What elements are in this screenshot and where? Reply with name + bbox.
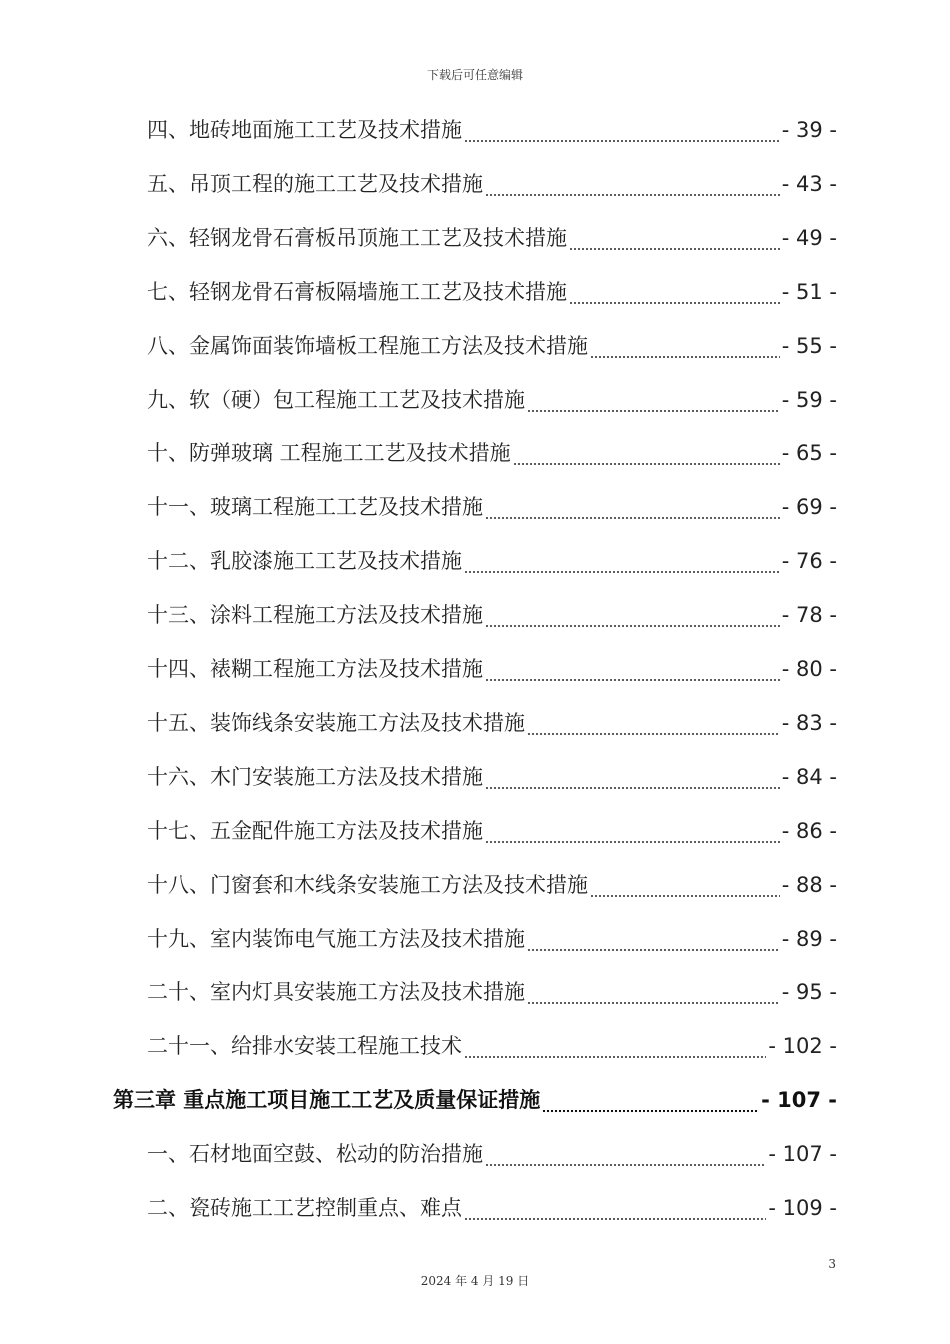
toc-dot-leader [542, 1080, 759, 1120]
toc-dot-leader [485, 595, 780, 635]
toc-entry-title: 十五、装饰线条安装施工方法及技术措施 [147, 710, 525, 735]
toc-dot-leader [569, 272, 780, 312]
toc-entry-page: - 39 - [781, 118, 837, 142]
toc-entry-title: 十、防弹玻璃 工程施工工艺及技术措施 [147, 441, 511, 466]
toc-entry-title: 二十、室内灯具安装施工方法及技术措施 [147, 980, 525, 1005]
toc-entry-title: 第三章 重点施工项目施工工艺及质量保证措施 [113, 1088, 541, 1113]
toc-dot-leader [485, 649, 780, 689]
toc-entry[interactable] [147, 433, 837, 473]
toc-dot-leader [485, 487, 780, 527]
toc-entry[interactable] [147, 919, 837, 959]
toc-entry[interactable] [147, 757, 837, 797]
toc-entry-title: 四、地砖地面施工工艺及技术措施 [147, 118, 462, 142]
toc-entry-page: - 89 - [781, 926, 837, 951]
toc-entry-title: 十一、玻璃工程施工工艺及技术措施 [147, 495, 483, 520]
toc-dot-leader [464, 1188, 766, 1228]
toc-entry-title: 十七、五金配件施工方法及技术措施 [147, 818, 483, 843]
toc-entry[interactable] [147, 164, 837, 204]
toc-entry-title: 十三、涂料工程施工方法及技术措施 [147, 603, 483, 628]
toc-entry[interactable] [147, 811, 837, 851]
toc-entry-title: 二、瓷砖施工工艺控制重点、难点 [147, 1196, 462, 1220]
toc-entry-page: - 43 - [781, 171, 837, 196]
page-header: 下载后可任意编辑 [426, 68, 523, 82]
toc-dot-leader [485, 1134, 766, 1174]
toc-entry-page: - 95 - [781, 980, 837, 1005]
page-number: 3 [828, 1257, 836, 1271]
toc-dot-leader [464, 110, 780, 150]
toc-entry[interactable] [147, 380, 837, 420]
toc-entry-page: - 88 - [781, 872, 837, 897]
toc-entry[interactable] [147, 487, 837, 527]
toc-entry[interactable] [147, 972, 837, 1012]
toc-entry-title: 十八、门窗套和木线条安装施工方法及技术措施 [147, 872, 588, 897]
toc-entry[interactable] [147, 326, 837, 366]
toc-dot-leader [527, 919, 780, 959]
toc-dot-leader [527, 380, 780, 420]
toc-entry[interactable] [147, 218, 837, 258]
toc-entry[interactable] [147, 1134, 837, 1174]
toc-entry-title: 十六、木门安装施工方法及技术措施 [147, 764, 483, 789]
toc-entry[interactable] [147, 1026, 837, 1066]
toc-entry[interactable] [147, 110, 837, 150]
toc-entry[interactable] [147, 541, 837, 581]
toc-dot-leader [527, 972, 780, 1012]
toc-entry-page: - 102 - [768, 1034, 837, 1059]
toc-entry-title: 十二、乳胶漆施工工艺及技术措施 [147, 549, 462, 574]
toc-entry-title: 八、金属饰面装饰墙板工程施工方法及技术措施 [147, 333, 588, 358]
toc-entry-page: - 109 - [768, 1196, 837, 1220]
toc-entry-title: 七、轻钢龙骨石膏板隔墙施工工艺及技术措施 [147, 279, 567, 304]
toc-dot-leader [485, 811, 780, 851]
toc-entry-page: - 80 - [781, 657, 837, 681]
page-footer-date: 2024 年 4 月 19 日 [420, 1274, 530, 1288]
toc-entry-page: - 78 - [781, 603, 837, 628]
toc-entry-page: - 86 - [781, 818, 837, 843]
toc-dot-leader [590, 326, 780, 366]
toc-entry-title: 十九、室内装饰电气施工方法及技术措施 [147, 926, 525, 951]
toc-chapter-entry[interactable] [113, 1080, 837, 1120]
toc-entry-page: - 107 - [768, 1142, 837, 1167]
toc-entry[interactable] [147, 649, 837, 689]
toc-entry-page: - 55 - [781, 333, 837, 358]
toc-entry[interactable] [147, 865, 837, 905]
toc-entry[interactable] [147, 1188, 837, 1228]
toc-entry-title: 一、石材地面空鼓、松动的防治措施 [147, 1142, 483, 1167]
toc-dot-leader [590, 865, 780, 905]
toc-entry-page: - 59 - [781, 387, 837, 412]
toc-entry-page: - 49 - [781, 225, 837, 250]
toc-entry-page: - 76 - [781, 549, 837, 574]
toc-dot-leader [464, 1026, 766, 1066]
toc-entry-page: - 84 - [781, 764, 837, 789]
toc-entry[interactable] [147, 272, 837, 312]
toc-dot-leader [569, 218, 780, 258]
toc-entry[interactable] [147, 595, 837, 635]
toc-dot-leader [527, 703, 780, 743]
toc-dot-leader [513, 433, 780, 473]
toc-entry-title: 九、软（硬）包工程施工工艺及技术措施 [147, 387, 525, 412]
toc-entry-title: 十四、裱糊工程施工方法及技术措施 [147, 657, 483, 681]
toc-dot-leader [485, 757, 780, 797]
toc-entry-title: 二十一、给排水安装工程施工技术 [147, 1034, 462, 1059]
toc-entry-page: - 51 - [781, 279, 837, 304]
toc-entry[interactable] [147, 703, 837, 743]
toc-entry-title: 五、吊顶工程的施工工艺及技术措施 [147, 171, 483, 196]
toc-entry-page: - 83 - [781, 710, 837, 735]
toc-entry-page: - 69 - [781, 495, 837, 520]
toc-entry-page: - 107 - [761, 1088, 837, 1113]
toc-entry-page: - 65 - [781, 441, 837, 466]
toc-dot-leader [464, 541, 780, 581]
toc-dot-leader [485, 164, 780, 204]
toc-entry-title: 六、轻钢龙骨石膏板吊顶施工工艺及技术措施 [147, 225, 567, 250]
